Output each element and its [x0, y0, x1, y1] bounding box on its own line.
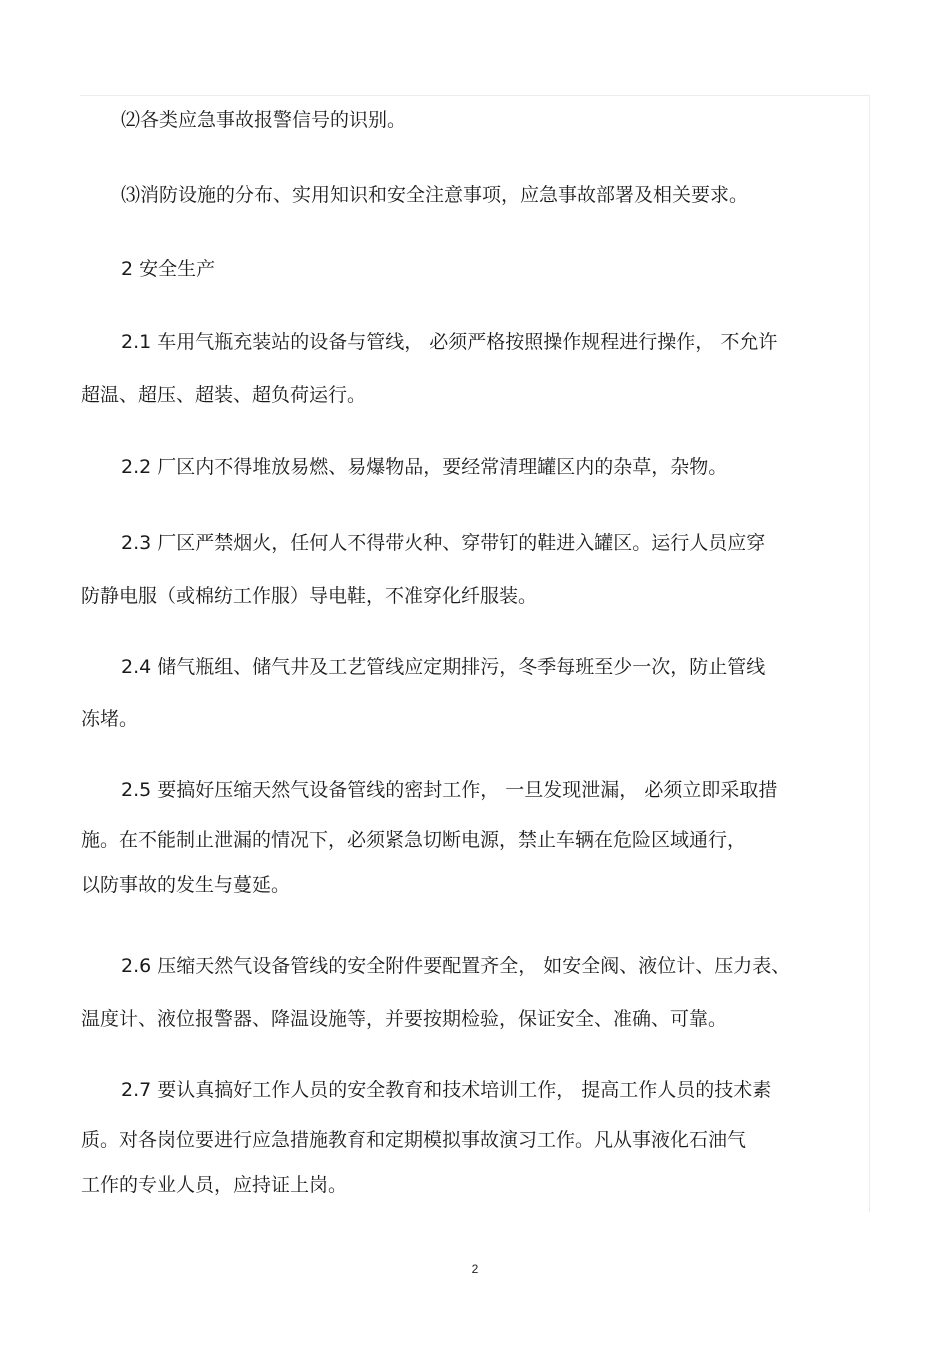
text-line: ⑵各类应急事故报警信号的识别。: [121, 109, 407, 131]
text-line: 2.4 储气瓶组、储气井及工艺管线应定期排污，冬季每班至少一次，防止管线: [121, 656, 766, 678]
text-line: 工作的专业人员，应持证上岗。: [81, 1174, 348, 1196]
paragraph-item-2: [81, 100, 406, 140]
text-line: 2 安全生产: [121, 258, 216, 280]
text-line: 2.2 厂区内不得堆放易燃、易爆物品，要经常清理罐区内的杂草，杂物。: [121, 456, 728, 478]
text-line: 以防事故的发生与蔓延。: [81, 874, 291, 896]
section-heading: [81, 249, 215, 289]
paragraph-2-6: [81, 946, 790, 1039]
page-number: 2: [471, 1262, 479, 1276]
paragraph-2-7: [81, 1070, 771, 1205]
paragraph-2-2: [81, 447, 727, 487]
text-line: 2.1 车用气瓶充装站的设备与管线， 必须严格按照操作规程进行操作， 不允许: [121, 331, 778, 353]
paragraph-2-3: [81, 523, 765, 616]
text-line: 2.6 压缩天然气设备管线的安全附件要配置齐全， 如安全阀、液位计、压力表、: [121, 955, 791, 977]
text-line: ⑶消防设施的分布、实用知识和安全注意事项，应急事故部署及相关要求。: [121, 184, 749, 206]
text-line: 施。在不能制止泄漏的情况下，必须紧急切断电源，禁止车辆在危险区域通行，: [81, 829, 747, 851]
paragraph-2-1: [81, 322, 777, 415]
text-line: 冻堵。: [81, 708, 139, 730]
text-line: 防静电服（或棉纺工作服）导电鞋，不准穿化纤服装。: [81, 585, 538, 607]
paragraph-item-3: [81, 175, 748, 215]
paragraph-2-4: [81, 647, 765, 739]
text-line: 2.5 要搞好压缩天然气设备管线的密封工作， 一旦发现泄漏， 必须立即采取措: [121, 779, 778, 801]
paragraph-2-5: [81, 770, 777, 905]
text-line: 质。对各岗位要进行应急措施教育和定期模拟事故演习工作。凡从事液化石油气: [81, 1129, 747, 1151]
text-line: 温度计、液位报警器、降温设施等，并要按期检验，保证安全、准确、可靠。: [81, 1008, 728, 1030]
text-line: 2.3 厂区严禁烟火，任何人不得带火种、穿带钉的鞋进入罐区。运行人员应穿: [121, 532, 766, 554]
text-line: 2.7 要认真搞好工作人员的安全教育和技术培训工作， 提高工作人员的技术素: [121, 1079, 772, 1101]
text-line: 超温、超压、超装、超负荷运行。: [81, 384, 367, 406]
